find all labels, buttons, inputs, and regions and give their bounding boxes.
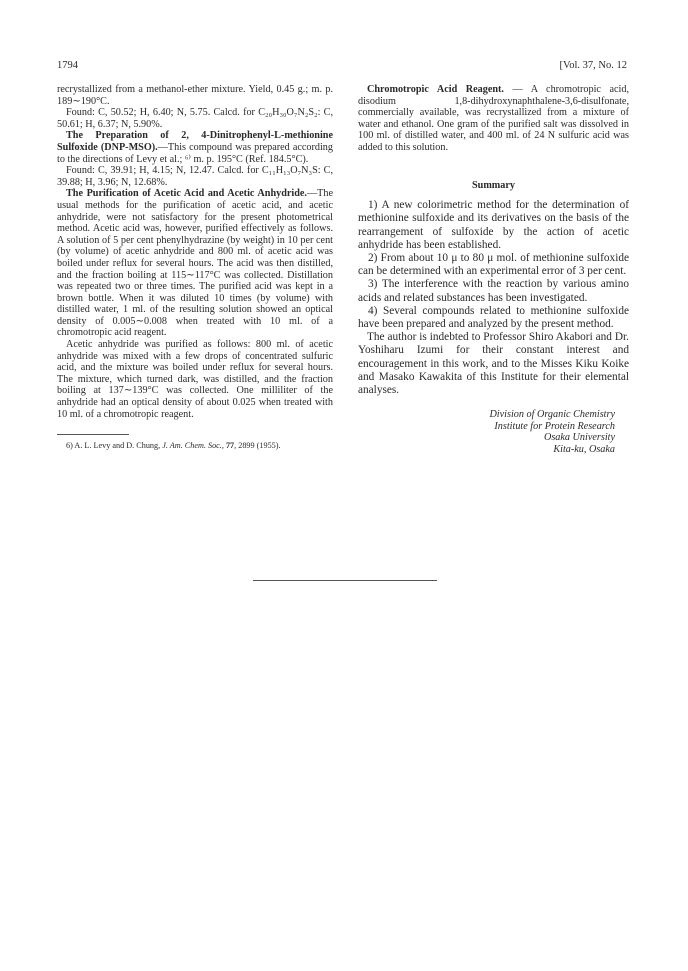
affiliation-line: Division of Organic Chemistry [489, 409, 615, 421]
footnote-volume: 77 [225, 441, 235, 451]
summary-item: 2) From about 10 μ to 80 μ mol. of methionine sulfoxide can be determined with an experimental error of 3 per cent. [358, 251, 629, 278]
run-in-heading: Chromotropic Acid Reagent. [367, 84, 504, 95]
run-in-heading: The Purification of Acetic Acid and Acetic Anhydride. [66, 188, 307, 200]
summary-item: 4) Several compounds related to methionine sulfoxide have been prepared and analyzed by the present method. [358, 304, 629, 330]
end-of-article-rule [253, 580, 437, 581]
analysis-result: Found: C, 50.52; H, 6.40; N, 5.75. Calcd. for C₂₀H₃₀O₇N₂S₂: C, 50.61; H, 6.37; N, 5.90%. [57, 107, 333, 130]
section-chromotropic [358, 84, 629, 154]
page-number: 1794 [57, 60, 78, 71]
section-dnp-mso [57, 130, 333, 165]
author-affiliation [358, 409, 629, 455]
right-column [358, 84, 629, 456]
section-text: —This compound was prepared according to the directions of Levy et al.; ⁶⁾ m. p. 195°C (Ref. 184.5°C). [57, 141, 333, 165]
acknowledgement: The author is indebted to Professor Shiro Akabori and Dr. Yoshiharu Izumi for their constant interest and encouragement in this work, and to the Misses Kiku Koike and Masako Kawakita of this Institute for their elemental analyses. [358, 331, 629, 396]
analysis-result: Found: C, 39.91; H, 4.15; N, 12.47. Calcd. for C₁₁H₁₃O₇N₃S: C, 39.88; H, 3.96; N, 12.68%. [57, 165, 333, 188]
summary-item: 3) The interference with the reaction by various amino acids and related substances has been investigated. [358, 278, 629, 304]
run-in-heading: The Preparation of 2, 4-Dinitrophenyl-L-methionine Sulfoxide (DNP-MSO). [57, 130, 333, 153]
summary-list [358, 199, 629, 331]
footnote-journal: J. Am. Chem. Soc. [162, 441, 222, 451]
affiliation-line: Osaka University [543, 432, 615, 444]
affiliation-line: Institute for Protein Research [494, 420, 615, 432]
section-purification [57, 188, 333, 339]
summary-item: 1) A new colorimetric method for the determination of methionine sulfoxide and its derivatives on the basis of the rearrangement of sulfoxide by the action of acetic anhydride has been established. [358, 199, 629, 251]
body-paragraph: recrystallized from a methanol-ether mixture. Yield, 0.45 g.; m. p. 189∼190°C. [57, 84, 333, 107]
section-text: —The usual methods for the purification of acetic acid, and acetic anhydride, were not satisfactory for the present photometrical method. Acetic acid was, however, purified effectively as follows. A solution of 5 per cent phenylhydrazine (by weight) in 10 per cent (by volume) of acetic anhydride and 800 ml. of acetic acid was boiled under reflux for several hours. The acid was then distilled, and the fraction boiling at 115∼117°C was collected. Distillation was repeated two or three times. The purified acid was kept in a brown bottle. When it was diluted 10 times (by volume) with distilled water, 1 ml. of the resulting solution showed an optical density of 0.005∼0.008 when treated with 10 ml. of a chromotropic acid reagent. [57, 188, 333, 339]
left-column [57, 84, 333, 451]
footnote: 6) A. L. Levy and D. Chung, J. Am. Chem. Soc., 77, 2899 (1955). [66, 441, 281, 451]
body-paragraph: Acetic anhydride was purified as follows: 800 ml. of acetic anhydride was mixed with a few drops of concentrated sulfuric acid, and the mixture was boiled under reflux for several hours. The mixture, which turned dark, was distilled, and the fraction boiling at 137∼139°C was collected. One milliliter of the anhydride had an optical density of about 0.025 when treated with 10 ml. of a chromotropic reagent. [57, 339, 333, 420]
footnote-divider [57, 434, 129, 435]
summary-heading: Summary [471, 179, 515, 191]
volume-issue: [Vol. 37, No. 12 [559, 60, 627, 71]
section-text: — A chromotropic acid, disodium 1,8-dihydroxynaphthalene-3,6-disulfonate, commercially available, was recrystallized from a mixture of water and ethanol. One gram of the purified salt was dissolved in 100 ml. of distilled water, and 400 ml. of 24 N sulfuric acid was added to this solution. [358, 84, 629, 153]
affiliation-line: Kita-ku, Osaka [553, 443, 615, 455]
running-header [57, 60, 627, 74]
